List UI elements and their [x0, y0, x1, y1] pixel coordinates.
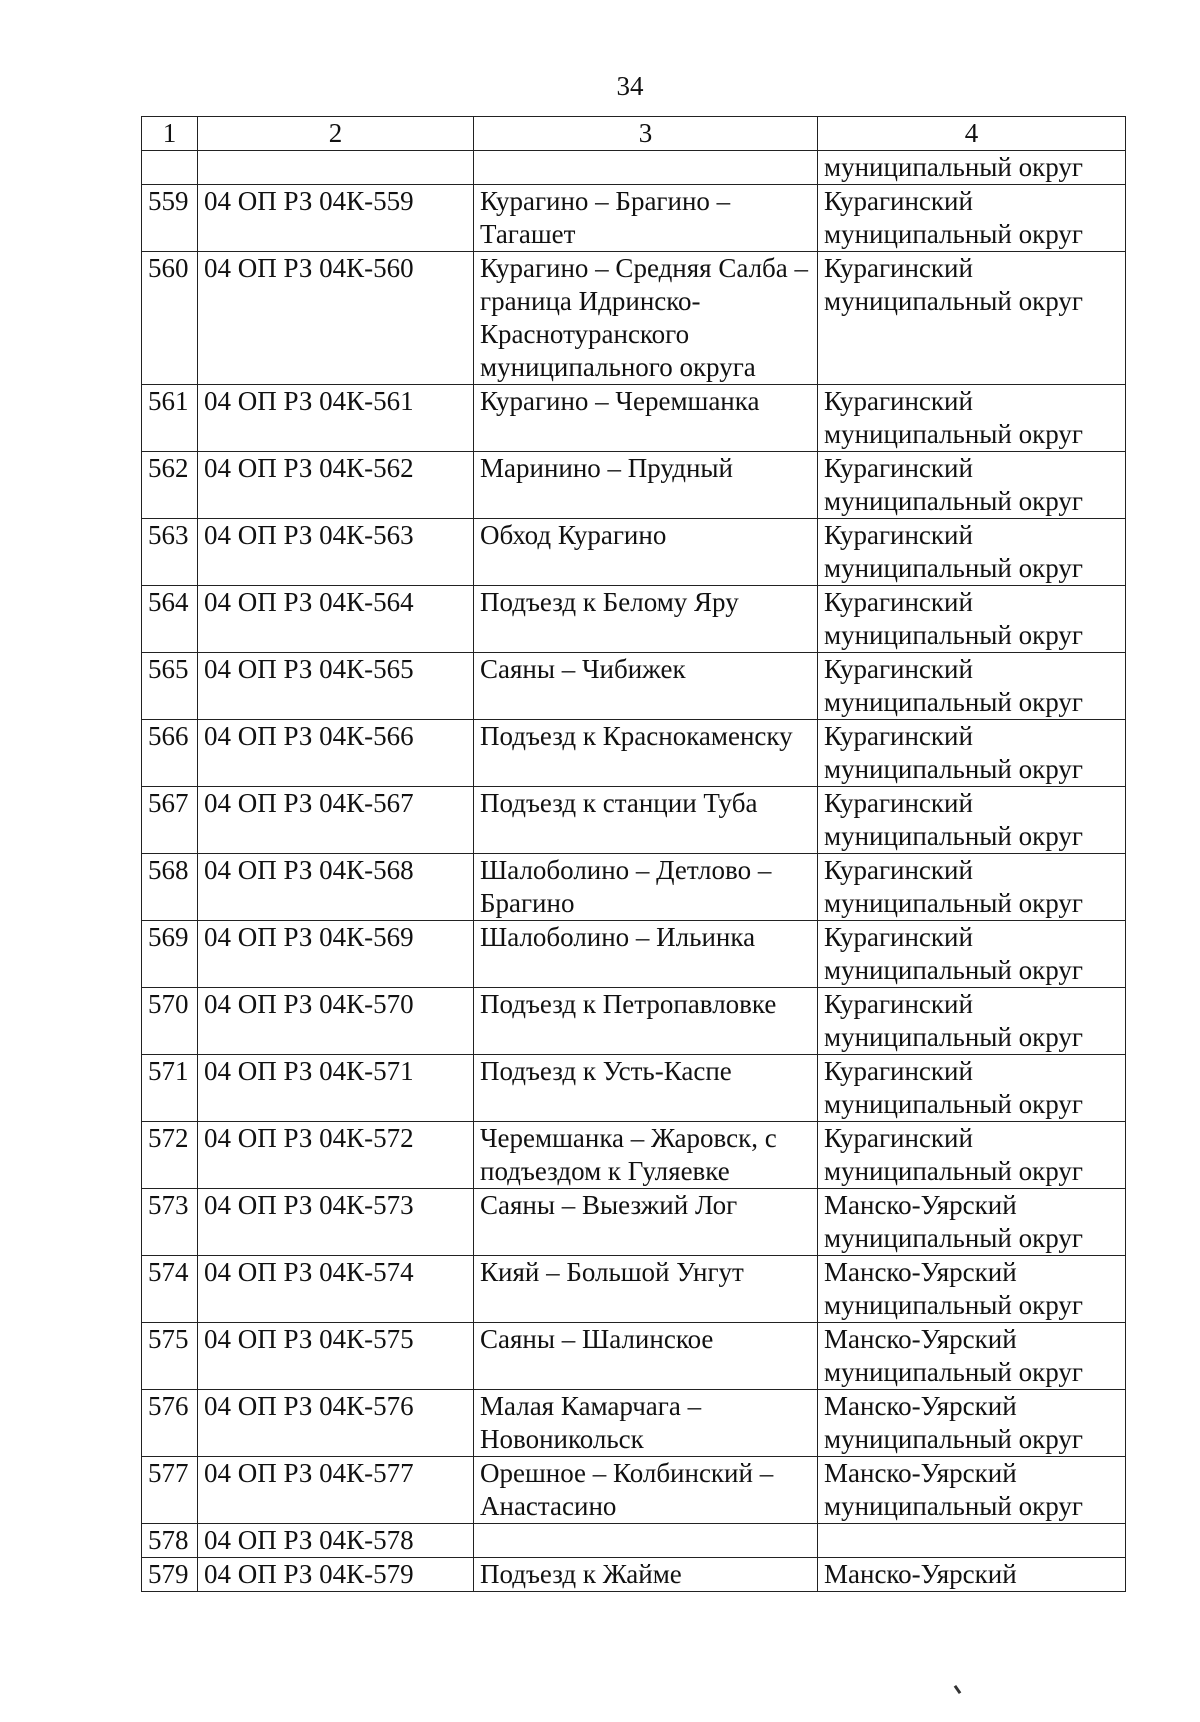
- table-row: [142, 653, 1126, 720]
- cell-road-code: 04 ОП РЗ 04К-568: [198, 854, 474, 921]
- table-row: [142, 1457, 1126, 1524]
- cell-road-code: [198, 151, 474, 185]
- column-header-name: 3: [474, 117, 818, 151]
- cell-road-name: [474, 151, 818, 185]
- cell-number: 579: [142, 1558, 198, 1592]
- cell-road-code: 04 ОП РЗ 04К-575: [198, 1323, 474, 1390]
- cell-road-code: 04 ОП РЗ 04К-569: [198, 921, 474, 988]
- page-number: 34: [616, 71, 644, 101]
- cell-road-name: [474, 1524, 818, 1558]
- cell-road-code: 04 ОП РЗ 04К-564: [198, 586, 474, 653]
- cell-district: Курагинский муниципальный округ: [818, 452, 1126, 519]
- cell-number: 570: [142, 988, 198, 1055]
- cell-road-name: Подъезд к Жайме: [474, 1558, 818, 1592]
- cell-number: 565: [142, 653, 198, 720]
- cell-number: [142, 151, 198, 185]
- table-row: [142, 988, 1126, 1055]
- cell-road-code: 04 ОП РЗ 04К-567: [198, 787, 474, 854]
- cell-district: [818, 1524, 1126, 1558]
- cell-district: Манско-Уярский муниципальный округ: [818, 1323, 1126, 1390]
- cell-road-code: 04 ОП РЗ 04К-561: [198, 385, 474, 452]
- table-row: [142, 1256, 1126, 1323]
- table-row: [142, 1055, 1126, 1122]
- cell-number: 578: [142, 1524, 198, 1558]
- cell-road-name: Малая Камарчага – Новоникольск: [474, 1390, 818, 1457]
- cell-number: 564: [142, 586, 198, 653]
- cell-road-code: 04 ОП РЗ 04К-562: [198, 452, 474, 519]
- cell-number: 575: [142, 1323, 198, 1390]
- cell-number: 568: [142, 854, 198, 921]
- cell-road-code: 04 ОП РЗ 04К-566: [198, 720, 474, 787]
- cell-number: 577: [142, 1457, 198, 1524]
- table-row: [142, 1189, 1126, 1256]
- cell-number: 563: [142, 519, 198, 586]
- table-row: [142, 854, 1126, 921]
- cell-road-name: Курагино – Черемшанка: [474, 385, 818, 452]
- cell-number: 573: [142, 1189, 198, 1256]
- table-row: [142, 1323, 1126, 1390]
- table-row: [142, 519, 1126, 586]
- cell-number: 572: [142, 1122, 198, 1189]
- cell-road-name: Подъезд к Краснокаменску: [474, 720, 818, 787]
- cell-district: Манско-Уярский муниципальный округ: [818, 1189, 1126, 1256]
- cell-district: Манско-Уярский муниципальный округ: [818, 1390, 1126, 1457]
- table-row: [142, 586, 1126, 653]
- table-row: [142, 921, 1126, 988]
- cell-district: Курагинский муниципальный округ: [818, 586, 1126, 653]
- cell-number: 560: [142, 252, 198, 385]
- cell-number: 562: [142, 452, 198, 519]
- cell-road-code: 04 ОП РЗ 04К-573: [198, 1189, 474, 1256]
- cell-road-name: Саяны – Выезжий Лог: [474, 1189, 818, 1256]
- cell-number: 576: [142, 1390, 198, 1457]
- cell-road-name: Шалоболино – Ильинка: [474, 921, 818, 988]
- cell-road-name: Черемшанка – Жаровск, с подъездом к Гуляевке: [474, 1122, 818, 1189]
- column-header-code: 2: [198, 117, 474, 151]
- roads-registry-table: [141, 116, 1126, 1592]
- cell-number: 574: [142, 1256, 198, 1323]
- cell-road-code: 04 ОП РЗ 04К-560: [198, 252, 474, 385]
- table-row: [142, 1390, 1126, 1457]
- table-row: [142, 185, 1126, 252]
- cell-district: Курагинский муниципальный округ: [818, 1122, 1126, 1189]
- cell-road-name: Подъезд к Усть-Каспе: [474, 1055, 818, 1122]
- column-header-number: 1: [142, 117, 198, 151]
- cell-number: 567: [142, 787, 198, 854]
- cell-district: Курагинский муниципальный округ: [818, 653, 1126, 720]
- cell-road-code: 04 ОП РЗ 04К-570: [198, 988, 474, 1055]
- cell-district: Манско-Уярский муниципальный округ: [818, 1457, 1126, 1524]
- cell-number: 561: [142, 385, 198, 452]
- cell-district: Манско-Уярский: [818, 1558, 1126, 1592]
- cell-road-code: 04 ОП РЗ 04К-576: [198, 1390, 474, 1457]
- table-row: [142, 452, 1126, 519]
- cell-district: Курагинский муниципальный округ: [818, 1055, 1126, 1122]
- cell-road-code: 04 ОП РЗ 04К-577: [198, 1457, 474, 1524]
- cell-district: Манско-Уярский муниципальный округ: [818, 1256, 1126, 1323]
- cell-district: Курагинский муниципальный округ: [818, 252, 1126, 385]
- table-row: [142, 1524, 1126, 1558]
- cell-road-name: Подъезд к Петропавловке: [474, 988, 818, 1055]
- cell-district: Курагинский муниципальный округ: [818, 988, 1126, 1055]
- cell-road-name: Подъезд к станции Туба: [474, 787, 818, 854]
- table-row: [142, 1558, 1126, 1592]
- cell-number: 559: [142, 185, 198, 252]
- cell-district: Курагинский муниципальный округ: [818, 185, 1126, 252]
- cell-district: Курагинский муниципальный округ: [818, 921, 1126, 988]
- scan-artifact-mark: [954, 1685, 962, 1694]
- cell-road-code: 04 ОП РЗ 04К-579: [198, 1558, 474, 1592]
- table-row: [142, 720, 1126, 787]
- cell-road-name: Подъезд к Белому Яру: [474, 586, 818, 653]
- cell-district: Курагинский муниципальный округ: [818, 519, 1126, 586]
- cell-road-name: Кияй – Большой Унгут: [474, 1256, 818, 1323]
- cell-road-code: 04 ОП РЗ 04К-578: [198, 1524, 474, 1558]
- table-row: [142, 1122, 1126, 1189]
- cell-number: 566: [142, 720, 198, 787]
- table-body: [142, 151, 1126, 1592]
- cell-road-name: Курагино – Брагино – Тагашет: [474, 185, 818, 252]
- cell-number: 569: [142, 921, 198, 988]
- table-row: [142, 787, 1126, 854]
- cell-district: Курагинский муниципальный округ: [818, 385, 1126, 452]
- table-row: [142, 385, 1126, 452]
- cell-road-name: Орешное – Колбинский – Анастасино: [474, 1457, 818, 1524]
- table-row: [142, 252, 1126, 385]
- cell-road-name: Курагино – Средняя Салба – граница Идринско-Краснотуранского муниципального округа: [474, 252, 818, 385]
- column-header-district: 4: [818, 117, 1126, 151]
- table-header-row: [142, 117, 1126, 151]
- cell-number: 571: [142, 1055, 198, 1122]
- cell-district: Курагинский муниципальный округ: [818, 854, 1126, 921]
- cell-road-name: Маринино – Прудный: [474, 452, 818, 519]
- table-row: [142, 151, 1126, 185]
- cell-road-name: Обход Курагино: [474, 519, 818, 586]
- cell-district: муниципальный округ: [818, 151, 1126, 185]
- cell-road-code: 04 ОП РЗ 04К-559: [198, 185, 474, 252]
- cell-road-code: 04 ОП РЗ 04К-565: [198, 653, 474, 720]
- cell-road-code: 04 ОП РЗ 04К-572: [198, 1122, 474, 1189]
- cell-road-code: 04 ОП РЗ 04К-574: [198, 1256, 474, 1323]
- cell-district: Курагинский муниципальный округ: [818, 720, 1126, 787]
- cell-road-name: Саяны – Чибижек: [474, 653, 818, 720]
- cell-district: Курагинский муниципальный округ: [818, 787, 1126, 854]
- cell-road-code: 04 ОП РЗ 04К-563: [198, 519, 474, 586]
- cell-road-name: Саяны – Шалинское: [474, 1323, 818, 1390]
- cell-road-name: Шалоболино – Детлово – Брагино: [474, 854, 818, 921]
- cell-road-code: 04 ОП РЗ 04К-571: [198, 1055, 474, 1122]
